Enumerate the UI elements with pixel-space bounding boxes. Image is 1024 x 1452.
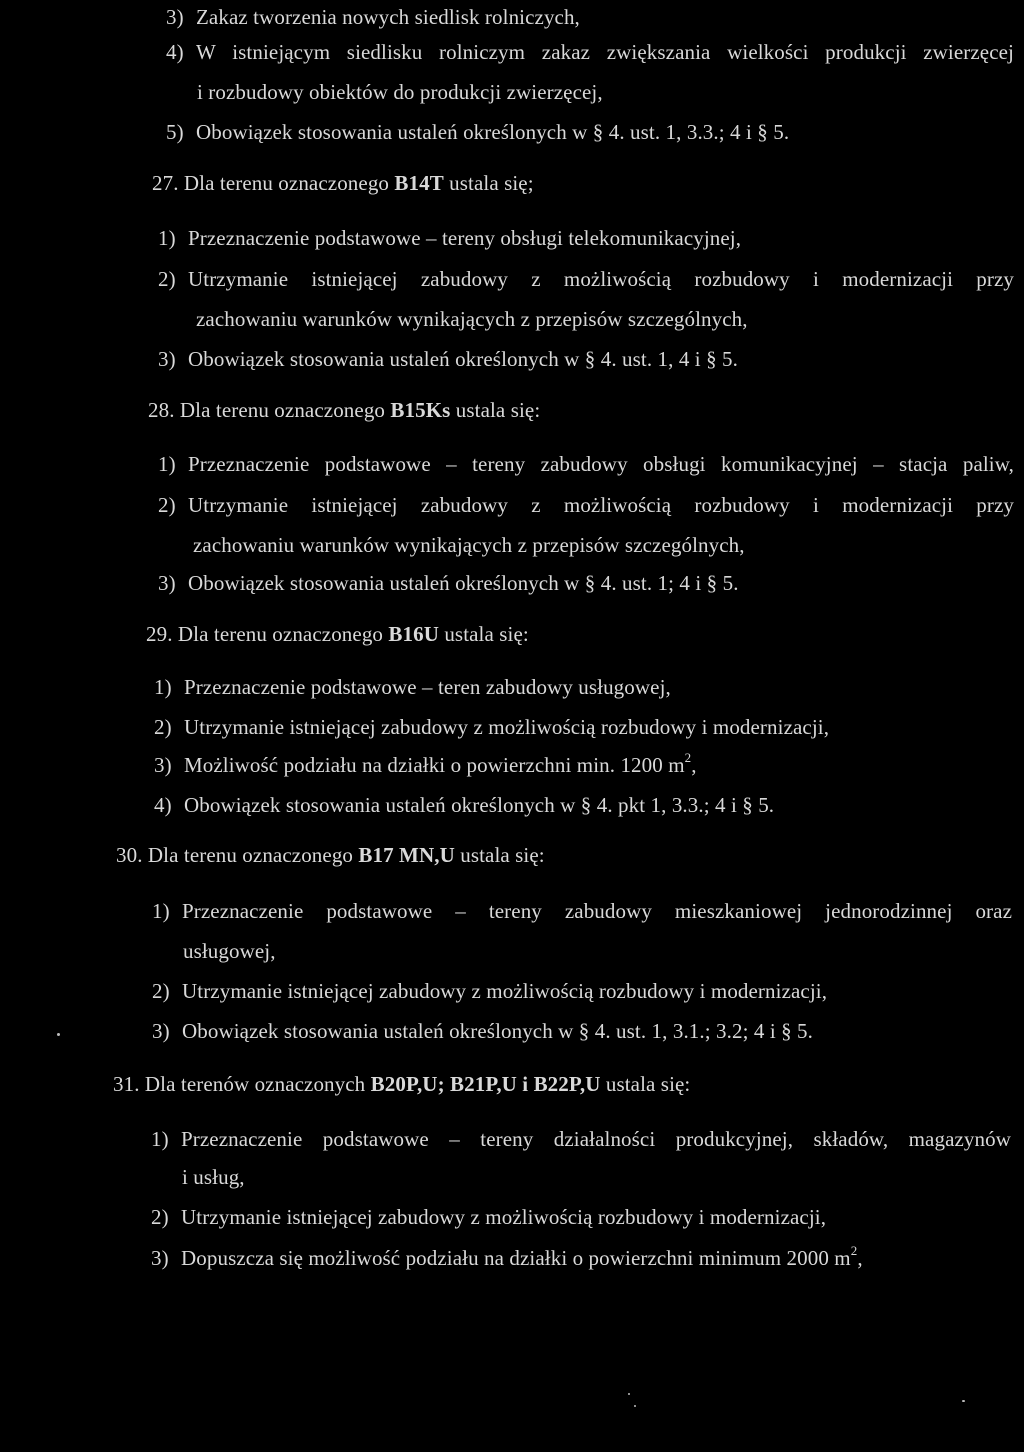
area-code: B14T bbox=[394, 171, 444, 195]
item-text: Obowiązek stosowania ustaleń określonych w § 4. ust. 1; 4 i § 5. bbox=[188, 571, 739, 595]
section-number: 28. bbox=[148, 398, 175, 422]
list-item bbox=[158, 570, 739, 596]
list-item bbox=[151, 1245, 863, 1271]
area-code: B20P,U; B21P,U i B22P,U bbox=[370, 1072, 601, 1096]
area-code: B17 MN,U bbox=[358, 843, 455, 867]
item-continuation: i rozbudowy obiektów do produkcji zwierzęcej, bbox=[197, 80, 603, 104]
list-item bbox=[166, 4, 580, 30]
item-number: 1) bbox=[151, 1127, 169, 1151]
list-item bbox=[158, 346, 738, 372]
section-heading bbox=[152, 170, 534, 196]
item-text: Utrzymanie istniejącej zabudowy z możliwością rozbudowy i modernizacji, bbox=[181, 1205, 827, 1229]
scan-speck bbox=[962, 1400, 965, 1402]
item-text: Utrzymanie istniejącej zabudowy z możliwością rozbudowy i modernizacji przy bbox=[188, 493, 1014, 517]
scan-speck bbox=[57, 1033, 60, 1036]
item-continuation: zachowaniu warunków wynikających z przepisów szczególnych, bbox=[193, 533, 745, 557]
section-heading bbox=[116, 842, 545, 868]
area-code: B16U bbox=[388, 622, 439, 646]
item-number: 4) bbox=[154, 793, 172, 817]
section-intro: Dla terenu oznaczonego bbox=[147, 843, 354, 867]
item-text: Obowiązek stosowania ustaleń określonych w § 4. ust. 1, 3.3.; 4 i § 5. bbox=[196, 120, 790, 144]
section-intro: Dla terenów oznaczonych bbox=[144, 1072, 366, 1096]
item-number: 1) bbox=[154, 675, 172, 699]
list-item bbox=[154, 674, 671, 700]
list-item bbox=[154, 752, 697, 778]
item-text: Utrzymanie istniejącej zabudowy z możliwością rozbudowy i modernizacji przy bbox=[188, 267, 1014, 291]
list-item bbox=[152, 978, 827, 1004]
item-number: 1) bbox=[152, 899, 170, 923]
item-continuation: zachowaniu warunków wynikających z przepisów szczególnych, bbox=[196, 307, 748, 331]
item-text: Zakaz tworzenia nowych siedlisk rolniczych, bbox=[196, 5, 580, 29]
item-text: Dopuszcza się możliwość podziału na działki o powierzchni minimum 2000 m bbox=[181, 1246, 851, 1270]
section-heading bbox=[113, 1071, 690, 1097]
item-number: 4) bbox=[166, 40, 184, 64]
item-number: 2) bbox=[154, 715, 172, 739]
item-punctuation: , bbox=[691, 753, 697, 777]
section-tail: ustala się: bbox=[444, 622, 529, 646]
item-number: 3) bbox=[151, 1246, 169, 1270]
item-text: Przeznaczenie podstawowe – teren zabudowy usługowej, bbox=[184, 675, 671, 699]
item-number: 2) bbox=[151, 1205, 169, 1229]
list-item bbox=[166, 119, 789, 145]
item-number: 1) bbox=[158, 452, 176, 476]
item-number: 3) bbox=[158, 571, 176, 595]
list-item bbox=[152, 1018, 813, 1044]
list-item bbox=[158, 266, 1014, 292]
item-text: Przeznaczenie podstawowe – tereny zabudowy mieszkaniowej jednorodzinnej oraz bbox=[182, 899, 1012, 923]
list-item bbox=[154, 792, 774, 818]
section-intro: Dla terenu oznaczonego bbox=[183, 171, 390, 195]
section-heading bbox=[148, 397, 540, 423]
item-text: Możliwość podziału na działki o powierzchni min. 1200 m bbox=[184, 753, 685, 777]
list-item bbox=[158, 225, 741, 251]
section-tail: ustala się: bbox=[460, 843, 545, 867]
item-punctuation: , bbox=[857, 1246, 863, 1270]
section-tail: ustala się; bbox=[449, 171, 534, 195]
item-text: Obowiązek stosowania ustaleń określonych w § 4. pkt 1, 3.3.; 4 i § 5. bbox=[184, 793, 775, 817]
item-number: 3) bbox=[166, 5, 184, 29]
section-heading bbox=[146, 621, 529, 647]
area-code: B15Ks bbox=[390, 398, 451, 422]
item-text: W istniejącym siedlisku rolniczym zakaz zwiększania wielkości produkcji zwierzęcej bbox=[196, 40, 1014, 64]
list-item bbox=[151, 1126, 1011, 1152]
item-number: 2) bbox=[152, 979, 170, 1003]
item-text: Obowiązek stosowania ustaleń określonych w § 4. ust. 1, 4 i § 5. bbox=[188, 347, 738, 371]
section-intro: Dla terenu oznaczonego bbox=[177, 622, 384, 646]
scan-speck bbox=[634, 1405, 636, 1407]
item-text: Przeznaczenie podstawowe – tereny zabudowy obsługi komunikacyjnej – stacja paliw, bbox=[188, 452, 1014, 476]
item-number: 2) bbox=[158, 493, 176, 517]
list-item bbox=[166, 39, 1014, 65]
list-item bbox=[152, 898, 1012, 924]
list-item bbox=[151, 1204, 826, 1230]
item-number: 3) bbox=[154, 753, 172, 777]
section-number: 29. bbox=[146, 622, 173, 646]
item-number: 3) bbox=[152, 1019, 170, 1043]
section-intro: Dla terenu oznaczonego bbox=[179, 398, 386, 422]
item-continuation: i usług, bbox=[182, 1165, 245, 1189]
item-number: 1) bbox=[158, 226, 176, 250]
list-item bbox=[158, 451, 1014, 477]
section-number: 30. bbox=[116, 843, 143, 867]
section-number: 27. bbox=[152, 171, 179, 195]
list-item bbox=[158, 492, 1014, 518]
item-number: 2) bbox=[158, 267, 176, 291]
section-number: 31. bbox=[113, 1072, 140, 1096]
item-continuation: usługowej, bbox=[183, 939, 276, 963]
section-tail: ustala się: bbox=[455, 398, 541, 422]
superscript: 2 bbox=[684, 750, 692, 765]
item-text: Utrzymanie istniejącej zabudowy z możliwością rozbudowy i modernizacji, bbox=[182, 979, 828, 1003]
scan-speck bbox=[628, 1393, 630, 1395]
item-number: 5) bbox=[166, 120, 184, 144]
superscript: 2 bbox=[850, 1243, 858, 1258]
item-text: Obowiązek stosowania ustaleń określonych w § 4. ust. 1, 3.1.; 3.2; 4 i § 5. bbox=[182, 1019, 813, 1043]
item-text: Przeznaczenie podstawowe – tereny działalności produkcyjnej, składów, magazynów bbox=[181, 1127, 1011, 1151]
item-number: 3) bbox=[158, 347, 176, 371]
item-text: Utrzymanie istniejącej zabudowy z możliwością rozbudowy i modernizacji, bbox=[184, 715, 830, 739]
section-tail: ustala się: bbox=[605, 1072, 691, 1096]
list-item bbox=[154, 714, 829, 740]
item-text: Przeznaczenie podstawowe – tereny obsługi telekomunikacyjnej, bbox=[188, 226, 742, 250]
